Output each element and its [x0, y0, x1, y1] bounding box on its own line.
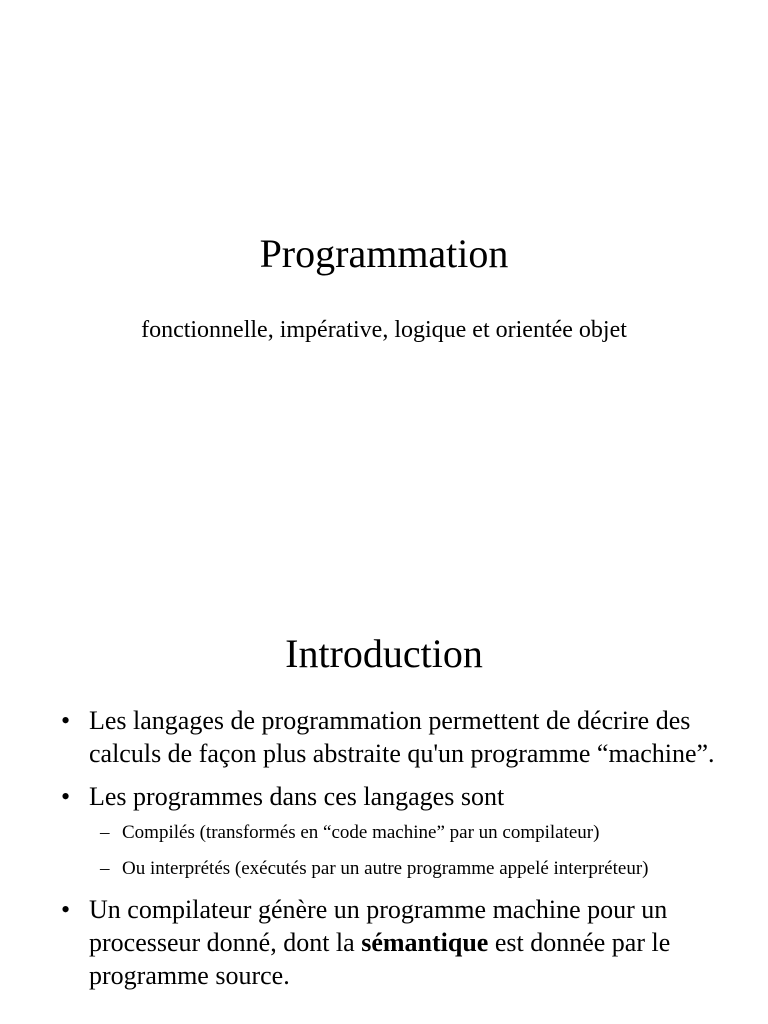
- bullet-text-bold: sémantique: [361, 928, 489, 957]
- section-title: Introduction: [285, 631, 483, 676]
- dash-marker: –: [100, 858, 110, 879]
- bullet-marker: •: [61, 895, 71, 924]
- bullet-item: [0, 893, 768, 992]
- bullet-item: [0, 704, 768, 770]
- bullet-text: Les programmes dans ces langages sont: [89, 782, 505, 811]
- bullet-text: Les langages de programmation permettent de décrire des calculs de façon plus abstraite qu'un programme “machine”.: [89, 706, 715, 768]
- sub-item-text: Compilés (transformés en “code machine” par un compilateur): [122, 822, 600, 843]
- bullet-list: [0, 704, 768, 1002]
- sub-list: [0, 821, 728, 881]
- dash-marker: –: [100, 822, 110, 843]
- sub-item-text: Ou interprétés (exécutés par un autre programme appelé interpréteur): [122, 858, 649, 879]
- bullet-item: [0, 780, 768, 881]
- slide-subtitle: fonctionnelle, impérative, logique et orientée objet: [141, 317, 627, 343]
- sub-item: [0, 857, 728, 881]
- sub-item: [0, 821, 728, 845]
- bullet-text-end: est donnée par le programme source.: [89, 928, 671, 990]
- bullet-marker: •: [61, 706, 71, 735]
- bullet-text-start: Un compilateur génère un programme machine pour un processeur donné, dont la: [89, 895, 668, 957]
- slide-title: Programmation: [259, 231, 509, 276]
- bullet-marker: •: [61, 782, 71, 811]
